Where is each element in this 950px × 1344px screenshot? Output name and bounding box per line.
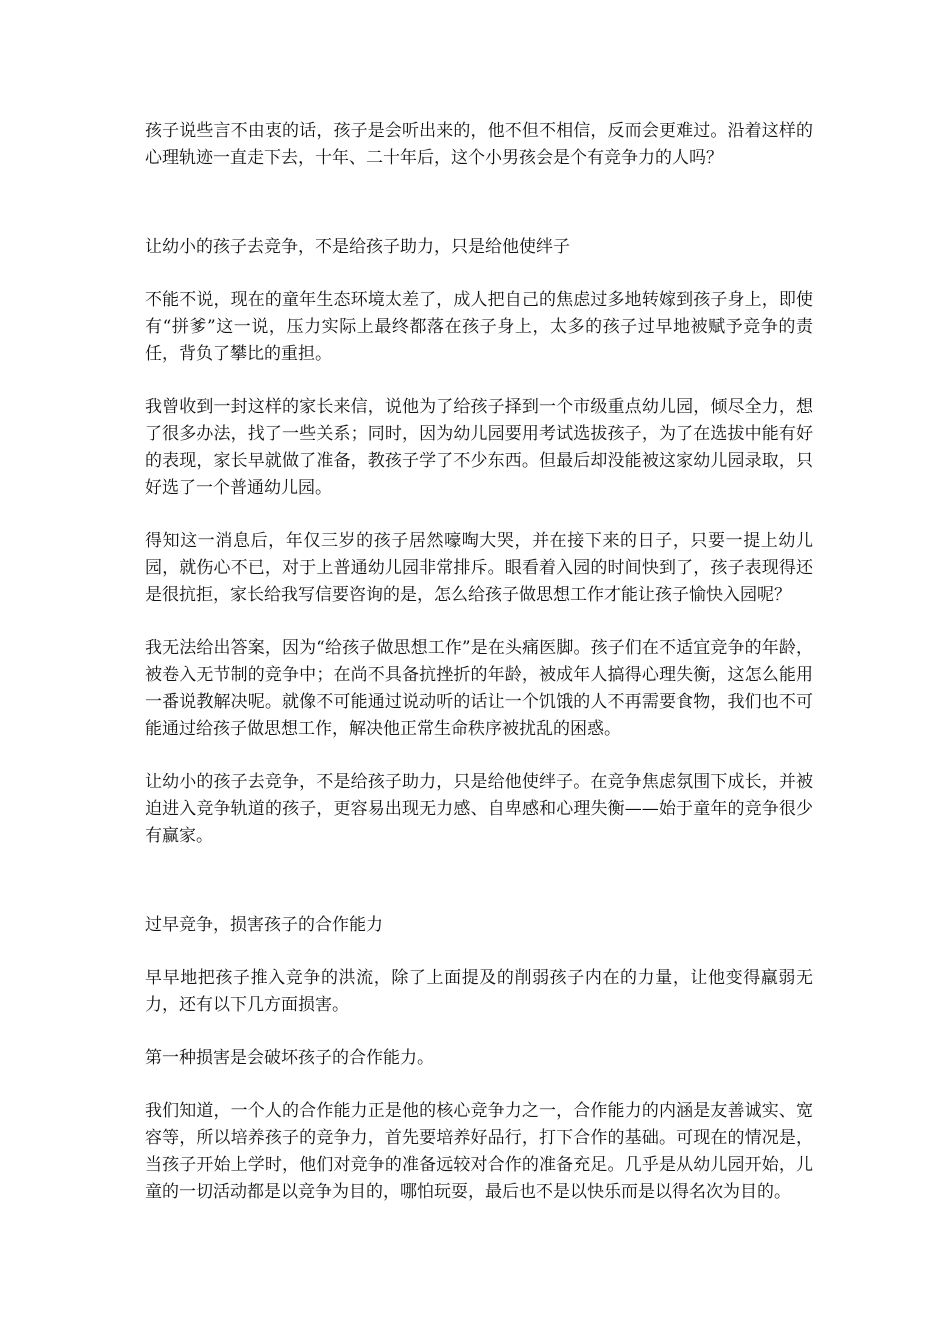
paragraph-cooperation-ability: 我们知道，一个人的合作能力正是他的核心竞争力之一，合作能力的内涵是友善诚实、宽容等，所以培养孩子的竞争力，首先要培养好品行，打下合作的基础。可现在的情况是，当孩子开始上学时，他们对竞争的准备远较对合作的准备充足。几乎是从幼儿园开始，儿童的一切活动都是以竞争为目的，哪怕玩耍，最后也不是以快乐而是以得名次为目的。 xyxy=(145,1101,813,1202)
section-heading-competition-obstacle: 让幼小的孩子去竞争，不是给孩子助力，只是给他使绊子 xyxy=(145,237,570,257)
paragraph-intro-continuation: 孩子说些言不由衷的话，孩子是会听出来的，他不但不相信，反而会更难过。沿着这样的心理轨迹一直走下去，十年、二十年后，这个小男孩会是个有竞争力的人吗？ xyxy=(145,121,813,168)
paragraph-parent-letter: 我曾收到一封这样的家长来信，说他为了给孩子择到一个市级重点幼儿园，倾尽全力，想了很多办法，找了一些关系；同时，因为幼儿园要用考试选拔孩子，为了在选拔中能有好的表现，家长早就做了准备，教孩子学了不少东西。但最后却没能被这家幼儿园录取，只好选了一个普通幼儿园。 xyxy=(145,397,813,498)
paragraph-first-damage: 第一种损害是会破坏孩子的合作能力。 xyxy=(145,1048,434,1068)
paragraph-child-reaction: 得知这一消息后，年仅三岁的孩子居然嚎啕大哭，并在接下来的日子，只要一提上幼儿园，就伤心不已，对于上普通幼儿园非常排斥。眼看着入园的时间快到了，孩子表现得还是很抗拒，家长给我写信要咨询的是，怎么给孩子做思想工作才能让孩子愉快入园呢？ xyxy=(145,531,813,605)
paragraph-childhood-environment: 不能不说，现在的童年生态环境太差了，成人把自己的焦虑过多地转嫁到孩子身上，即使有“拼爹”这一说，压力实际上最终都落在孩子身上，太多的孩子过早地被赋予竞争的责任，背负了攀比的重担。 xyxy=(145,290,813,364)
paragraph-early-competition: 早早地把孩子推入竞争的洪流，除了上面提及的削弱孩子内在的力量，让他变得羸弱无力，还有以下几方面损害。 xyxy=(145,968,813,1015)
paragraph-no-answer: 我无法给出答案，因为“给孩子做思想工作”是在头痛医脚。孩子们在不适宜竞争的年龄，被卷入无节制的竞争中；在尚不具备抗挫折的年龄，被成年人搞得心理失衡，这怎么能用一番说教解决呢。就像不可能通过说动听的话让一个饥饿的人不再需要食物，我们也不可能通过给孩子做思想工作，解决他正常生命秩序被扰乱的困惑。 xyxy=(145,638,813,739)
paragraph-competition-summary: 让幼小的孩子去竞争，不是给孩子助力，只是给他使绊子。在竞争焦虑氛围下成长，并被迫进入竞争轨道的孩子，更容易出现无力感、自卑感和心理失衡——始于童年的竞争很少有赢家。 xyxy=(145,772,813,846)
section-heading-cooperation-damage: 过早竞争，损害孩子的合作能力 xyxy=(145,915,383,935)
document-page xyxy=(145,118,813,1206)
